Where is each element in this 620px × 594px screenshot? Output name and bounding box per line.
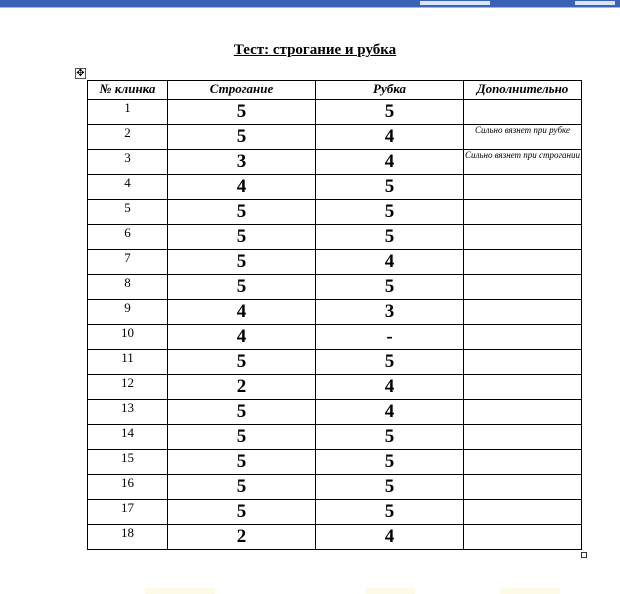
toolbar-button-fragment	[575, 1, 615, 5]
planing-score-cell: 5	[168, 425, 316, 450]
additional-note-cell	[464, 300, 582, 325]
table-row	[88, 450, 582, 475]
header-blade-number: № клинка	[88, 81, 168, 100]
blade-number-cell: 4	[88, 175, 168, 200]
blade-number-cell: 15	[88, 450, 168, 475]
additional-note-cell	[464, 250, 582, 275]
table-row	[88, 350, 582, 375]
additional-note-cell	[464, 100, 582, 125]
table-row	[88, 200, 582, 225]
header-planing: Строгание	[168, 81, 316, 100]
planing-score-cell: 3	[168, 150, 316, 175]
planing-score-cell: 5	[168, 225, 316, 250]
blade-number-cell: 9	[88, 300, 168, 325]
planing-score-cell: 4	[168, 300, 316, 325]
additional-note-cell	[464, 400, 582, 425]
additional-note-cell	[464, 475, 582, 500]
page-edge-fragment	[145, 588, 215, 594]
table-row	[88, 400, 582, 425]
chopping-score-cell: 5	[316, 275, 464, 300]
additional-note-cell: Сильно вязнет при рубке	[464, 125, 582, 150]
toolbar-field-fragment	[420, 1, 490, 5]
table-row	[88, 225, 582, 250]
planing-score-cell: 5	[168, 500, 316, 525]
table-row	[88, 425, 582, 450]
blade-number-cell: 10	[88, 325, 168, 350]
additional-note-cell	[464, 200, 582, 225]
chopping-score-cell: 5	[316, 450, 464, 475]
planing-score-cell: 5	[168, 350, 316, 375]
blade-number-cell: 14	[88, 425, 168, 450]
chopping-score-cell: 4	[316, 375, 464, 400]
blade-number-cell: 17	[88, 500, 168, 525]
planing-score-cell: 5	[168, 450, 316, 475]
table-header-row	[88, 81, 582, 100]
chopping-score-cell: -	[316, 325, 464, 350]
blade-number-cell: 2	[88, 125, 168, 150]
table-row	[88, 100, 582, 125]
planing-score-cell: 2	[168, 375, 316, 400]
chopping-score-cell: 5	[316, 425, 464, 450]
table-row	[88, 375, 582, 400]
planing-score-cell: 4	[168, 175, 316, 200]
additional-note-cell	[464, 375, 582, 400]
additional-note-cell	[464, 450, 582, 475]
header-additional: Дополнительно	[464, 81, 582, 100]
planing-score-cell: 5	[168, 400, 316, 425]
chopping-score-cell: 4	[316, 400, 464, 425]
chopping-score-cell: 5	[316, 350, 464, 375]
table-row	[88, 150, 582, 175]
chopping-score-cell: 5	[316, 225, 464, 250]
blade-number-cell: 12	[88, 375, 168, 400]
table-row	[88, 300, 582, 325]
additional-note-cell	[464, 225, 582, 250]
planing-score-cell: 5	[168, 250, 316, 275]
table-row	[88, 500, 582, 525]
chopping-score-cell: 5	[316, 200, 464, 225]
table-row	[88, 250, 582, 275]
table-row	[88, 275, 582, 300]
blade-number-cell: 5	[88, 200, 168, 225]
table-row	[88, 125, 582, 150]
chopping-score-cell: 4	[316, 150, 464, 175]
blade-number-cell: 18	[88, 525, 168, 550]
additional-note-cell	[464, 325, 582, 350]
page-edge-fragment	[365, 588, 415, 594]
additional-note-cell	[464, 500, 582, 525]
move-arrows-icon[interactable]: ✥	[76, 68, 85, 79]
header-chopping: Рубка	[316, 81, 464, 100]
blade-number-cell: 16	[88, 475, 168, 500]
table-row	[88, 325, 582, 350]
planing-score-cell: 5	[168, 475, 316, 500]
additional-note-cell	[464, 175, 582, 200]
chopping-score-cell: 5	[316, 500, 464, 525]
table-row	[88, 175, 582, 200]
planing-score-cell: 5	[168, 275, 316, 300]
blade-number-cell: 13	[88, 400, 168, 425]
chopping-score-cell: 4	[316, 250, 464, 275]
chopping-score-cell: 5	[316, 100, 464, 125]
blade-number-cell: 11	[88, 350, 168, 375]
planing-score-cell: 2	[168, 525, 316, 550]
planing-score-cell: 5	[168, 200, 316, 225]
page-edge-fragment	[500, 588, 560, 594]
chopping-score-cell: 4	[316, 125, 464, 150]
chopping-score-cell: 5	[316, 475, 464, 500]
additional-note-cell	[464, 425, 582, 450]
blade-number-cell: 8	[88, 275, 168, 300]
document-title: Тест: строгание и рубка	[233, 42, 397, 58]
blade-number-cell: 1	[88, 100, 168, 125]
additional-note-cell	[464, 525, 582, 550]
additional-note-cell	[464, 350, 582, 375]
planing-score-cell: 5	[168, 100, 316, 125]
chopping-score-cell: 3	[316, 300, 464, 325]
additional-note-cell	[464, 275, 582, 300]
table-row	[88, 525, 582, 550]
blade-number-cell: 6	[88, 225, 168, 250]
blade-number-cell: 3	[88, 150, 168, 175]
additional-note-cell: Сильно вязнет при строгании	[464, 150, 582, 175]
results-table	[87, 80, 582, 550]
chopping-score-cell: 5	[316, 175, 464, 200]
planing-score-cell: 4	[168, 325, 316, 350]
table-row	[88, 475, 582, 500]
resize-square-icon[interactable]	[581, 552, 587, 558]
chopping-score-cell: 4	[316, 525, 464, 550]
blade-number-cell: 7	[88, 250, 168, 275]
planing-score-cell: 5	[168, 125, 316, 150]
window-title-bar-strip	[0, 0, 620, 8]
